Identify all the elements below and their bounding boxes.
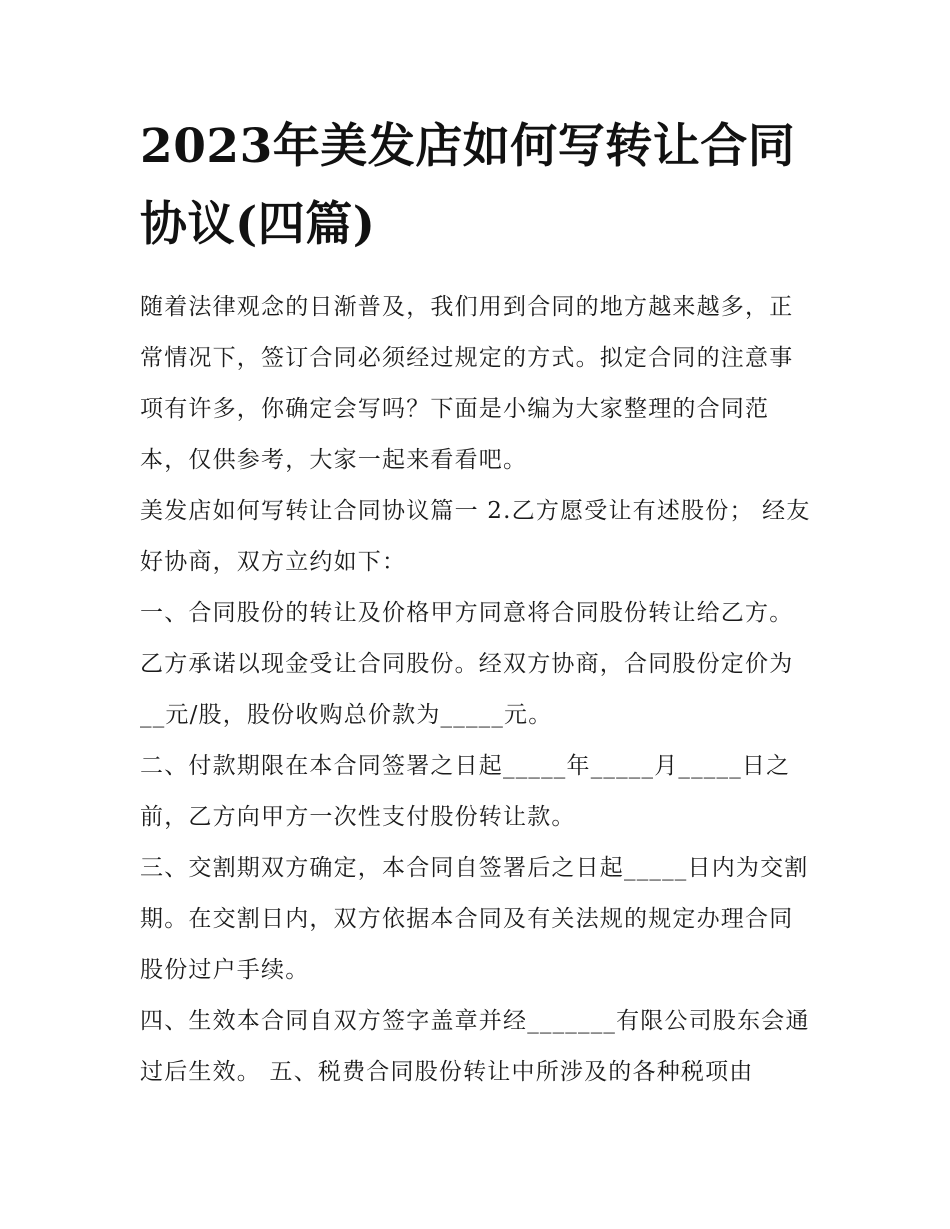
- document-title: 2023年美发店如何写转让合同协议(四篇): [140, 119, 796, 252]
- paragraph-clause-4-5: 四、生效本合同自双方签字盖章并经_______有限公司股东会通过后生效。 五、税费合同股份转让中所涉及的各种税项由: [140, 1008, 810, 1085]
- document-body: [140, 282, 816, 1098]
- paragraph-clause-3: 三、交割期双方确定，本合同自签署后之日起_____日内为交割期。在交割日内，双方依据本合同及有关法规的规定办理合同股份过户手续。: [140, 855, 809, 983]
- paragraph-clause-1: 一、合同股份的转让及价格甲方同意将合同股份转让给乙方。乙方承诺以现金受让合同股份。经双方协商，合同股份定价为__元/股，股份收购总价款为_____元。: [140, 600, 794, 728]
- paragraph-section-one-heading: 美发店如何写转让合同协议篇一 2.乙方愿受让有述股份； 经友好协商，双方立约如下：: [140, 498, 811, 575]
- paragraph-clause-2: 二、付款期限在本合同签署之日起_____年_____月_____日之前，乙方向甲方一次性支付股份转让款。: [140, 753, 791, 830]
- paragraph-intro: 随着法律观念的日渐普及，我们用到合同的地方越来越多，正常情况下，签订合同必须经过规定的方式。拟定合同的注意事项有许多，你确定会写吗？下面是小编为大家整理的合同范本，仅供参考，大家一起来看看吧。: [140, 294, 794, 473]
